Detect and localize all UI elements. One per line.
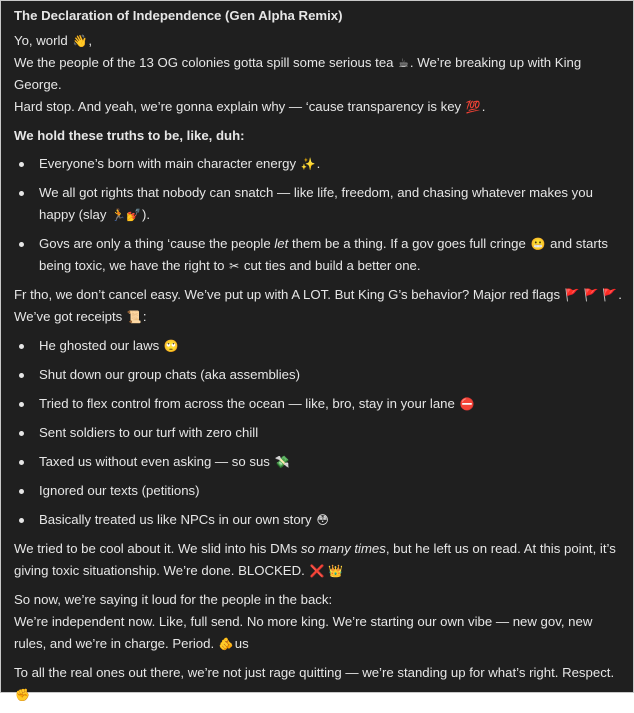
wave-icon: 👋 <box>72 34 88 48</box>
intro-line-1-tail: . We’re breaking up with King George. <box>14 55 582 92</box>
intro-paragraph: Yo, world 👋, We the people of the 13 OG colonies gotta spill some serious tea ☕. We’re breaking up with King George. Hard stop. And yeah, we’re gonna explain why — ‘cause transparency is key 💯. <box>14 30 626 118</box>
fist-icon: ✊ <box>15 688 30 702</box>
grievance-text: He ghosted our laws <box>39 338 160 353</box>
grievance-text: Ignored our texts (petitions) <box>39 483 200 498</box>
greeting-text: Yo, world <box>14 33 68 48</box>
grievance-text: Basically treated us like NPCs in our own story <box>39 512 312 527</box>
truth-3-text-a: Govs are only a thing ‘cause the people <box>39 236 271 251</box>
list-item <box>39 364 626 386</box>
cross-crown-icon: ❌ 👑 <box>309 564 344 578</box>
tried-text-a: We tried to be cool about it. We slid into his DMs <box>14 541 298 556</box>
hundred-icon: 💯 <box>465 100 481 114</box>
grievances-list <box>14 335 626 531</box>
sparkles-icon: ✨ <box>300 157 316 171</box>
receipts-text: We’ve got receipts <box>14 309 123 324</box>
money-wings-icon: 💸 <box>274 455 290 469</box>
truth-3-text-c: and starts being toxic, we have the right to <box>39 236 609 273</box>
list-item: Everyone’s born with main character energy ✨. <box>39 153 626 175</box>
tried-text-b: , but he left us on read. At this point, it’s giving toxic situationship. We’re done. BLOCKED. <box>14 541 616 578</box>
grievances-intro: Fr tho, we don’t cancel easy. We’ve put up with A LOT. But King G’s behavior? Major red flags 🚩 🚩 🚩. We’ve got receipts 📜: <box>14 284 626 328</box>
list-item <box>39 422 626 444</box>
grievance-text: Shut down our group chats (aka assemblies) <box>39 367 300 382</box>
truth-3-text-d: cut ties and build a better one. <box>243 258 421 273</box>
list-item <box>39 480 626 502</box>
document-title: The Declaration of Independence (Gen Alpha Remix) <box>14 8 343 23</box>
grievance-text: Sent soldiers to our turf with zero chill <box>39 425 259 440</box>
scissors-icon: ✂ <box>229 259 240 273</box>
truths-list <box>14 153 626 277</box>
tea-icon: ☕ <box>398 56 409 70</box>
truth-1-text: Everyone’s born with main character energy <box>39 156 297 171</box>
list-item <box>39 233 626 277</box>
truth-3-text-b: them be a thing. If a gov goes full cringe <box>291 236 526 251</box>
truth-2-text: We all got rights that nobody can snatch — like life, freedom, and chasing whatever makes you happy (slay <box>39 185 593 222</box>
scroll-icon: 📜 <box>126 310 142 324</box>
runner-nails-icon: 🏃💅 <box>111 208 142 222</box>
truths-heading: We hold these truths to be, like, duh: <box>14 128 245 143</box>
grievance-text: Tried to flex control from across the ocean — like, bro, stay in your lane <box>39 396 455 411</box>
grievance-text: Taxed us without even asking — so sus <box>39 454 270 469</box>
list-item <box>39 509 626 531</box>
closing-text: To all the real ones out there, we’re not just rage quitting — we’re standing up for what’s right. Respect. <box>14 665 615 680</box>
declaration-paragraph <box>14 589 626 655</box>
truth-3-emphasis: let <box>274 236 289 251</box>
declaration-tail: us <box>234 636 249 651</box>
flushed-icon: 😳 <box>316 513 329 527</box>
point-icon: 🫵 <box>218 637 234 651</box>
document-content <box>14 8 626 713</box>
declaration-line-1: So now, we’re saying it loud for the people in the back: <box>14 592 333 607</box>
intro-line-2: Hard stop. And yeah, we’re gonna explain why — ‘cause transparency is key <box>14 99 462 114</box>
declaration-line-2: We’re independent now. Like, full send. No more king. We’re starting our own vibe — new gov, new rules, and we’re in charge. Period. <box>14 614 593 651</box>
list-item <box>39 335 626 357</box>
tried-emphasis: so many times <box>300 541 386 556</box>
closing-paragraph <box>14 662 626 706</box>
list-item <box>39 393 626 415</box>
grievances-intro-text: Fr tho, we don’t cancel easy. We’ve put up with A LOT. But King G’s behavior? Major red flags <box>14 287 561 302</box>
tried-paragraph <box>14 538 626 582</box>
eye-roll-icon: 🙄 <box>163 339 179 353</box>
no-entry-icon: ⛔ <box>459 397 475 411</box>
red-flag-icon: 🚩 🚩 🚩 <box>564 288 618 302</box>
list-item <box>39 451 626 473</box>
list-item: We all got rights that nobody can snatch — like life, freedom, and chasing whatever makes you happy (slay 🏃💅). <box>39 182 626 226</box>
grimace-icon: 😬 <box>530 237 546 251</box>
intro-line-1: We the people of the 13 OG colonies gotta spill some serious tea <box>14 55 394 70</box>
